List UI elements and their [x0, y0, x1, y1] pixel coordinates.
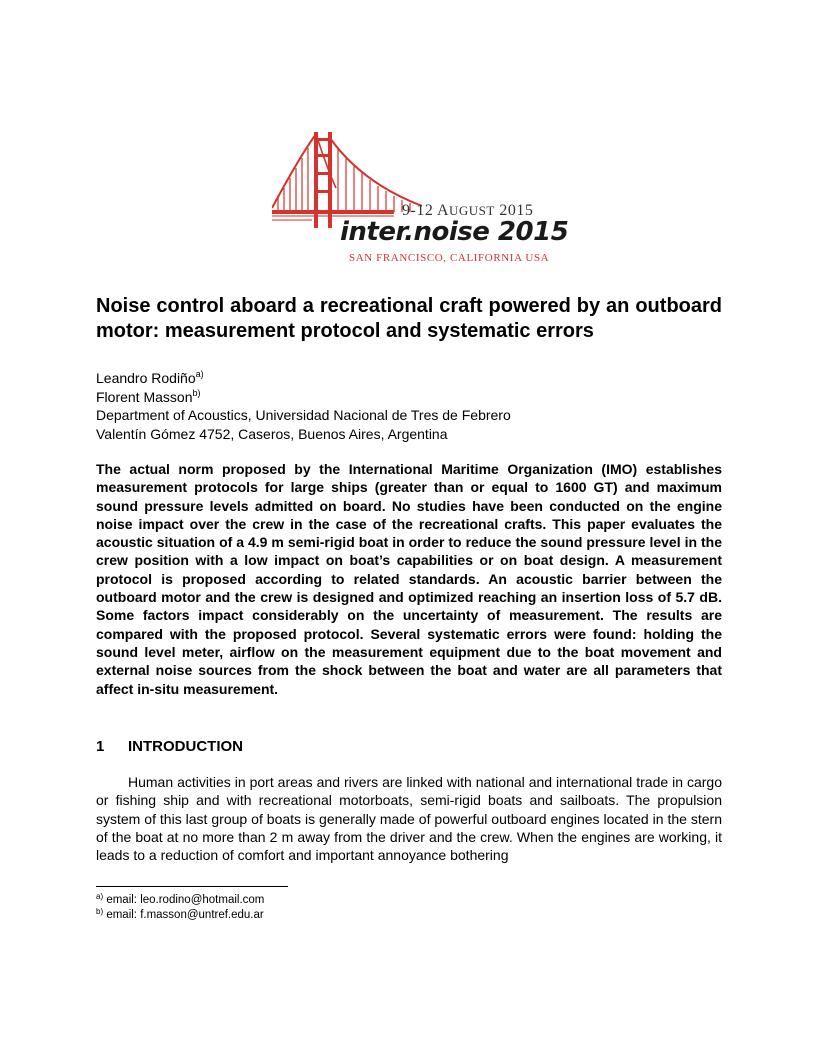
- footnote: $^{a)}$ email: leo.rodino@hotmail.com: [96, 892, 265, 906]
- conference-location: SAN FRANCISCO, CALIFORNIA USA: [349, 252, 550, 264]
- address-line: Valentín Gómez 4752, Caseros, Buenos Aires, Argentina: [96, 425, 448, 442]
- paper-title: Noise control aboard a recreational craft powered by an outboard motor: measurement protocol and systematic errors: [96, 295, 722, 342]
- conference-logo: [272, 128, 569, 268]
- author-line: Leandro Rodiño$^{a)}$: [96, 369, 204, 386]
- footnotes: [96, 893, 264, 922]
- abstract: The actual norm proposed by the International Maritime Organization (IMO) establishes measurement protocols for large ships (greater than or equal to 1600 GT) and maximum sound pressure levels admitted on board. No studies have been conducted on the engine noise impact over the crew in the case of the recreational crafts. This paper evaluates the acoustic situation of a 4.9 m semi-rigid boat in order to reduce the sound pressure level in the crew position with a low impact on boat’s capabilities or on boat design. A measurement protocol is proposed according to related standards. An acoustic barrier between the outboard motor and the crew is designed and optimized reaching an insertion loss of 5.7 dB. Some factors impact considerably on the uncertainty of measurement. The results are compared with the proposed protocol. Several systematic errors were found: holding the sound level meter, airflow on the measurement equipment due to the boat movement and external noise sources from the shock between the boat and water are all parameters that affect in-situ measurement.: [96, 461, 722, 697]
- author-block: [96, 369, 696, 443]
- conference-date: 9-12 AUGUST 2015: [402, 202, 534, 219]
- footnote-rule: [96, 886, 288, 887]
- intro-paragraph: Human activities in port areas and rivers are linked with national and international trade in cargo or fishing ship and with recreational motorboats, semi-rigid boats and sailboats. The propulsion system of this last group of boats is generally made of powerful outboard engines located in the stern of the boat at no more than 2 m away from the driver and the crew. When the engines are working, it leads to a reduction of comfort and important annoyance bothering: [96, 774, 722, 864]
- section-heading: 1 INTRODUCTION: [96, 738, 243, 755]
- conference-brand: inter.noise 2015: [340, 217, 569, 247]
- author-line: Florent Masson$^{b)}$: [96, 387, 201, 405]
- footnote: $^{b)}$ email: f.masson@untref.edu.ar: [96, 906, 264, 921]
- affiliation-line: Department of Acoustics, Universidad Nacional de Tres de Febrero: [96, 407, 511, 423]
